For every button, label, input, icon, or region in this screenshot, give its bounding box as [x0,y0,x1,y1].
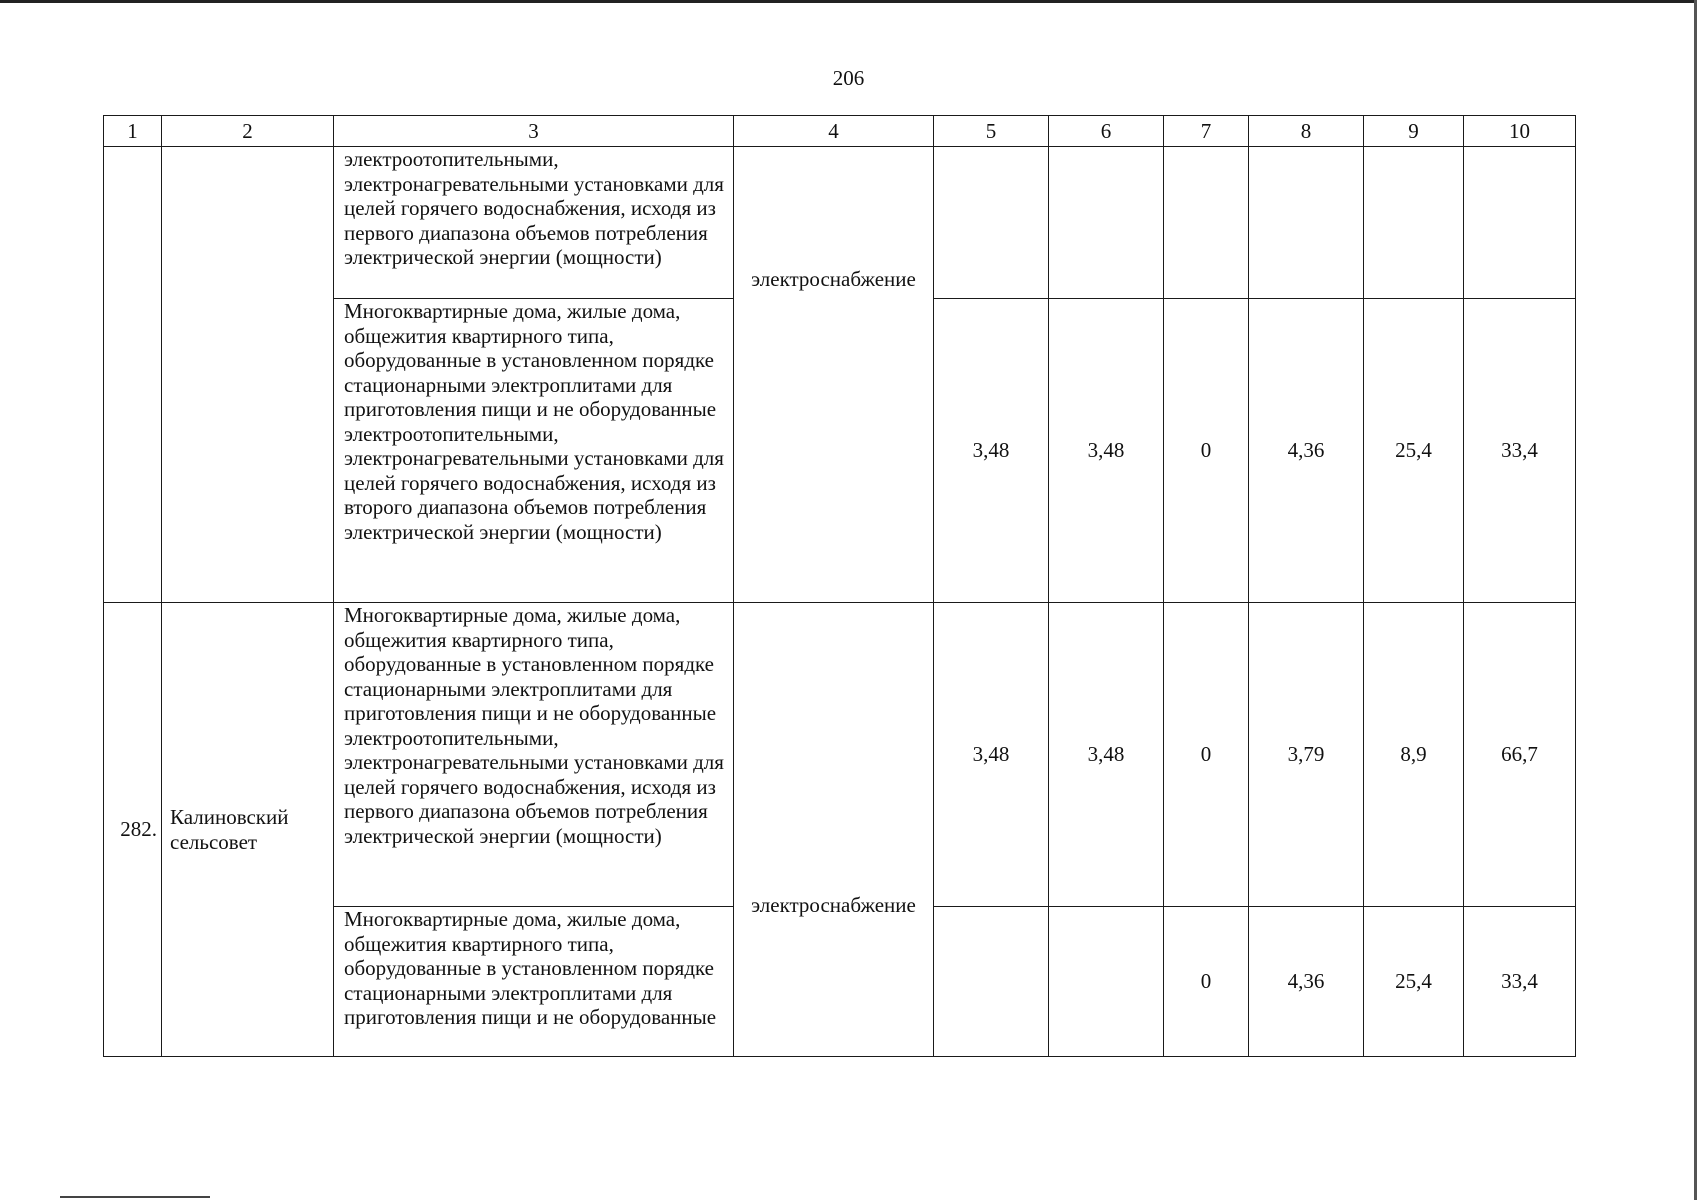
page-number: 206 [832,66,865,90]
service-cell: электроснабжение [734,147,934,603]
cell-value: 3,48 [934,603,1049,907]
cell-value [1464,147,1576,299]
entry-number: 282. [104,603,162,1057]
service-cell: электроснабжение [734,603,934,1057]
cell-value [1049,147,1164,299]
cell-empty [162,147,334,603]
cell-value [1164,147,1249,299]
column-header: 3 [334,116,734,147]
tariff-table [103,115,1576,1057]
cell-value: 3,48 [934,299,1049,603]
cell-value: 8,9 [1364,603,1464,907]
cell-value [1364,147,1464,299]
cell-value [1249,147,1364,299]
cell-value: 0 [1164,603,1249,907]
column-header: 8 [1249,116,1364,147]
table-row [104,603,1576,907]
column-header: 9 [1364,116,1464,147]
row-description: электроотопительными, электронагревательными установками для целей горячего водоснабжения, исходя из первого диапазона объемов потребления электрической энергии (мощности) [334,147,734,299]
cell-value: 3,48 [1049,603,1164,907]
cell-value: 25,4 [1364,299,1464,603]
row-description: Многоквартирные дома, жилые дома, общежития квартирного типа, оборудованные в установленном порядке стационарными электроплитами для приготовления пищи и не оборудованные [334,907,734,1057]
row-description: Многоквартирные дома, жилые дома, общежития квартирного типа, оборудованные в установленном порядке стационарными электроплитами для приготовления пищи и не оборудованные электроотопительными, электронагревательными установками для целей горячего водоснабжения, исходя из первого диапазона объемов потребления электрической энергии (мощности) [334,603,734,907]
scan-edge-top [0,0,1697,3]
row-description: Многоквартирные дома, жилые дома, общежития квартирного типа, оборудованные в установленном порядке стационарными электроплитами для приготовления пищи и не оборудованные электроотопительными, электронагревательными установками для целей горячего водоснабжения, исходя из второго диапазона объемов потребления электрической энергии (мощности) [334,299,734,603]
cell-value: 4,36 [1249,299,1364,603]
cell-value: 3,48 [1049,299,1164,603]
cell-value: 33,4 [1464,907,1576,1057]
cell-value: 66,7 [1464,603,1576,907]
column-header: 7 [1164,116,1249,147]
cell-value: 4,36 [1249,907,1364,1057]
cell-value: 3,79 [1249,603,1364,907]
column-header-row [104,116,1576,147]
entry-name: Калиновский сельсовет [162,603,334,1057]
cell-value [1049,907,1164,1057]
cell-value: 0 [1164,299,1249,603]
cell-empty [104,147,162,603]
column-header: 6 [1049,116,1164,147]
cell-value [934,147,1049,299]
scan-artifact [60,1196,210,1198]
cell-value: 0 [1164,907,1249,1057]
cell-value: 33,4 [1464,299,1576,603]
cell-value: 25,4 [1364,907,1464,1057]
column-header: 5 [934,116,1049,147]
column-header: 2 [162,116,334,147]
table-row [104,147,1576,299]
column-header: 1 [104,116,162,147]
cell-value [934,907,1049,1057]
column-header: 10 [1464,116,1576,147]
column-header: 4 [734,116,934,147]
